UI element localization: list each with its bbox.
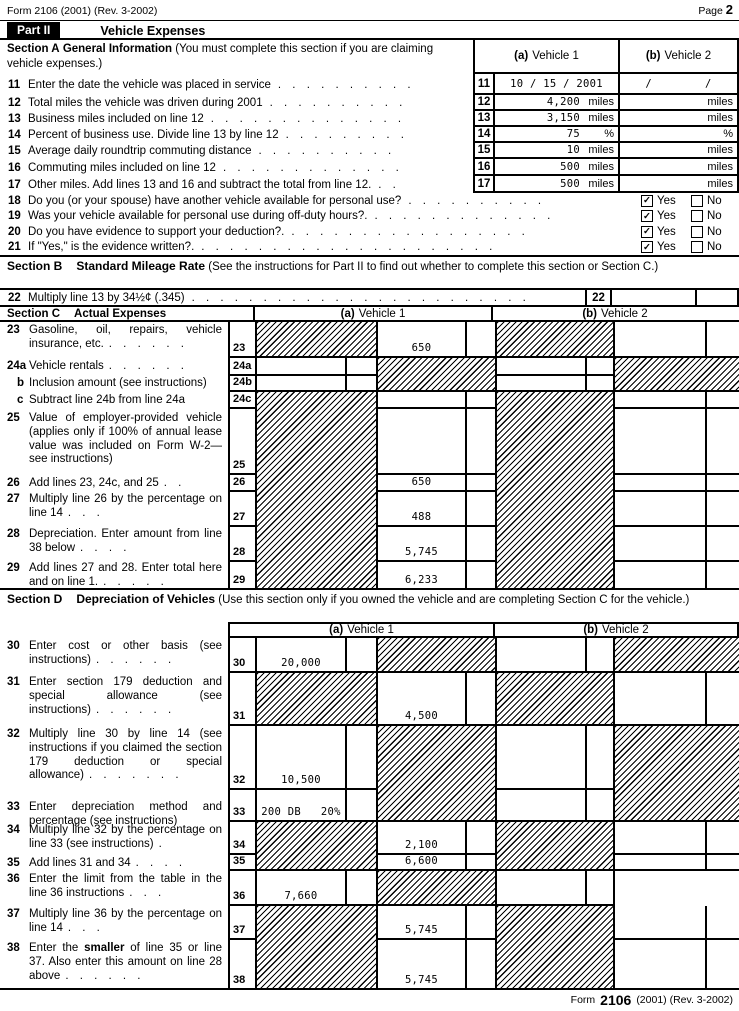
- section-b-heading: Section B Standard Mileage Rate (See the instructions for Part II to find out whether to complete this section or Section C.): [0, 255, 739, 288]
- line-34-vehicle2-amount[interactable]: [615, 822, 707, 855]
- section-c-heading: Section C Actual Expenses (a) Vehicle 1 (b) Vehicle 2: [0, 305, 739, 322]
- line-33-vehicle2-cents[interactable]: [587, 790, 615, 822]
- line-24c-vehicle2-cents[interactable]: [707, 392, 739, 409]
- line-12-number-box: 12: [473, 95, 495, 111]
- question-line-21: 21 If "Yes," is the evidence written?. . . . . . . . . . . . . . . . . . . . . . ✓ Yes No: [8, 241, 722, 254]
- line-25-number-box: 25: [230, 409, 257, 475]
- line-32-vehicle1-amount[interactable]: 10,500: [257, 726, 347, 790]
- line-14-vehicle1-value[interactable]: 75 %: [495, 127, 620, 143]
- line-24b-vehicle1-cents[interactable]: [347, 376, 378, 392]
- shaded-area: [257, 906, 378, 988]
- section-a-header: [0, 40, 739, 74]
- section-d-vehicle-2-header: (b) Vehicle 2: [495, 622, 739, 638]
- section-d-body: [0, 638, 739, 988]
- shaded-area: [497, 322, 615, 358]
- line-17-number-box: 17: [473, 176, 495, 193]
- line-33-number-box: 33: [230, 790, 257, 822]
- line-24c-label: c Subtract line 24b from line 24a: [17, 394, 185, 406]
- line-31-vehicle2-cents[interactable]: [707, 673, 739, 726]
- line-38-vehicle1-cents[interactable]: [467, 940, 497, 988]
- line-36-vehicle1-cents[interactable]: [347, 871, 378, 906]
- line-23-vehicle2-amount[interactable]: [615, 322, 707, 358]
- line-25-vehicle2-cents[interactable]: [707, 409, 739, 475]
- row-line-17: 17 Other miles. Add lines 13 and 16 and subtract the total from line 12. . . 17 500 miles miles: [0, 176, 739, 193]
- line-24b-number-box: 24b: [230, 376, 257, 392]
- shaded-area: [257, 673, 378, 726]
- line-36-vehicle2-amount[interactable]: [497, 871, 587, 906]
- line-20-yes-checkbox[interactable]: ✓: [641, 226, 653, 238]
- shaded-area: [615, 726, 739, 822]
- line-29-label: 29 Add lines 27 and 28. Enter total here and on line 1. . . . . .: [7, 562, 222, 588]
- line-37-label: 37 Multiply line 36 by the percentage on line 14 . . .: [7, 908, 222, 934]
- line-24a-vehicle1-amount[interactable]: [257, 358, 347, 376]
- line-27-vehicle1-amount[interactable]: 488: [378, 492, 467, 527]
- vehicle-2-column-header: (b) Vehicle 2: [620, 40, 739, 74]
- line-24b-label: b Inclusion amount (see instructions): [17, 377, 207, 389]
- line-15-number-box: 15: [473, 143, 495, 159]
- section-c-vehicle-1-header: (a) Vehicle 1: [253, 307, 493, 320]
- line-25-vehicle1-cents[interactable]: [467, 409, 497, 475]
- question-line-18: 18 Do you (or your spouse) have another vehicle available for personal use? . . . . . . . . . . ✓ Yes No: [8, 194, 722, 207]
- shaded-area: [378, 358, 497, 392]
- line-27-vehicle2-amount[interactable]: [615, 492, 707, 527]
- line-13-vehicle1-value[interactable]: 3,150 miles: [495, 111, 620, 127]
- section-d-column-headers: [0, 622, 739, 638]
- shaded-area: [497, 392, 615, 588]
- line-37-vehicle1-cents[interactable]: [467, 906, 497, 940]
- line-36-number-box: 36: [230, 871, 257, 906]
- line-35-number-box: 35: [230, 855, 257, 871]
- line-24c-vehicle1-amount[interactable]: [378, 392, 467, 409]
- shaded-area: [257, 822, 378, 871]
- line-17-vehicle1-value[interactable]: 500 miles: [495, 176, 620, 193]
- line-24a-vehicle2-amount[interactable]: [497, 358, 587, 376]
- line-24c-number-box: 24c: [230, 392, 257, 409]
- line-27-label: 27 Multiply line 26 by the percentage on line 14 . . .: [7, 493, 222, 519]
- line-32-vehicle1-cents[interactable]: [347, 726, 378, 790]
- line-17-vehicle2-value[interactable]: miles: [620, 176, 739, 193]
- line-29-vehicle1-cents[interactable]: [467, 562, 497, 588]
- line-35-vehicle1-cents[interactable]: [467, 855, 497, 871]
- line-35-vehicle2-cents[interactable]: [707, 855, 739, 871]
- section-c-vehicle-2-header: (b) Vehicle 2: [582, 307, 648, 320]
- line-12-vehicle2-value[interactable]: miles: [620, 95, 739, 111]
- line-28-number-box: 28: [230, 527, 257, 562]
- form-id: Form 2106 (2001) (Rev. 3-2002): [7, 5, 158, 17]
- line-33-vehicle1-cents[interactable]: [347, 790, 378, 822]
- line-26-vehicle1-amount[interactable]: 650: [378, 475, 467, 492]
- shaded-area: [378, 871, 497, 906]
- line-22-number-box: 22: [585, 290, 612, 305]
- line-35-label: 35 Add lines 31 and 34 . . . .: [7, 857, 187, 869]
- part-ii-label: Part II: [7, 22, 60, 39]
- line-30-number-box: 30: [230, 638, 257, 673]
- line-30-label: 30 Enter cost or other basis (see instructions) . . . . . .: [7, 640, 222, 666]
- line-29-vehicle2-cents[interactable]: [707, 562, 739, 588]
- line-28-label: 28 Depreciation. Enter amount from line 38 below . . . .: [7, 528, 222, 554]
- line-27-vehicle2-cents[interactable]: [707, 492, 739, 527]
- line-15-vehicle2-value[interactable]: miles: [620, 143, 739, 159]
- line-15-vehicle1-value[interactable]: 10 miles: [495, 143, 620, 159]
- section-c-body: [0, 322, 739, 588]
- line-35-vehicle1-amount[interactable]: 6,600: [378, 855, 467, 871]
- line-27-number-box: 27: [230, 492, 257, 527]
- line-38-label: 38 Enter the smaller of line 35 or line 37. Also enter this amount on line 28 above . . . . . .: [7, 942, 222, 982]
- line-37-vehicle2-cents[interactable]: [707, 906, 739, 940]
- line-38-number-box: 38: [230, 940, 257, 988]
- line-38-vehicle1-amount[interactable]: 5,745: [378, 940, 467, 988]
- line-36-label: 36 Enter the limit from the table in the line 36 instructions . . .: [7, 873, 222, 899]
- shaded-area: [497, 906, 615, 988]
- line-28-vehicle1-amount[interactable]: 5,745: [378, 527, 467, 562]
- line-33-label: 33 Enter depreciation method and percentage (see instructions): [7, 801, 222, 827]
- line-35-vehicle2-amount[interactable]: [615, 855, 707, 871]
- line-24c-vehicle2-amount[interactable]: [615, 392, 707, 409]
- line-31-number-box: 31: [230, 673, 257, 726]
- shaded-area: [257, 392, 378, 588]
- line-31-vehicle1-amount[interactable]: 4,500: [378, 673, 467, 726]
- line-22-value[interactable]: [612, 290, 697, 305]
- line-30-vehicle1-amount[interactable]: 20,000: [257, 638, 347, 673]
- line-22-cents[interactable]: [697, 290, 739, 305]
- line-34-vehicle1-cents[interactable]: [467, 822, 497, 855]
- shaded-area: [497, 822, 615, 871]
- line-32-number-box: 32: [230, 726, 257, 790]
- line-23-vehicle1-amount[interactable]: 650: [378, 322, 467, 358]
- line-38-vehicle2-amount[interactable]: [615, 940, 707, 988]
- line-24b-vehicle2-cents[interactable]: [587, 376, 615, 392]
- line-24a-label: 24a Vehicle rentals . . . . . .: [7, 360, 188, 372]
- line-30-vehicle2-cents[interactable]: [587, 638, 615, 673]
- line-29-number-box: 29: [230, 562, 257, 588]
- line-37-vehicle2-amount[interactable]: [615, 906, 707, 940]
- line-18-yes-checkbox[interactable]: ✓: [641, 195, 653, 207]
- row-line-13: 13 Business miles included on line 12 . . . . . . . . . . . . . . 13 3,150 miles miles: [0, 111, 739, 127]
- line-20-no-checkbox[interactable]: [691, 226, 703, 238]
- shaded-area: [378, 726, 497, 822]
- line-25-label: 25 Value of employer-provided vehicle (applies only if 100% of annual lease value was included on Form W-2—see instructions): [7, 412, 222, 466]
- line-31-vehicle1-cents[interactable]: [467, 673, 497, 726]
- shaded-area: [257, 322, 378, 358]
- part-ii-bar: [0, 21, 739, 38]
- line-19-no-checkbox[interactable]: [691, 210, 703, 222]
- line-21-yes-checkbox[interactable]: ✓: [641, 241, 653, 253]
- line-32-vehicle2-amount[interactable]: [497, 726, 587, 790]
- line-16-vehicle2-value[interactable]: miles: [620, 159, 739, 176]
- line-24a-number-box: 24a: [230, 358, 257, 376]
- section-c-grid: [228, 322, 739, 588]
- line-37-vehicle1-amount[interactable]: 5,745: [378, 906, 467, 940]
- line-29-vehicle2-amount[interactable]: [615, 562, 707, 588]
- page-footer: Form 2106 (2001) (Rev. 3-2002): [570, 992, 733, 1008]
- line-11-number-box: 11: [473, 74, 495, 95]
- section-d-grid: [228, 638, 739, 988]
- line-34-vehicle2-cents[interactable]: [707, 822, 739, 855]
- line-26-vehicle1-cents[interactable]: [467, 475, 497, 492]
- line-23-label: 23 Gasoline, oil, repairs, vehicle insurance, etc. . . . . . .: [7, 324, 222, 350]
- line-19-yes-checkbox[interactable]: ✓: [641, 210, 653, 222]
- row-line-15: 15 Average daily roundtrip commuting distance . . . . . . . . . . 15 10 miles miles: [0, 143, 739, 159]
- line-30-vehicle1-cents[interactable]: [347, 638, 378, 673]
- page-header: [0, 0, 739, 20]
- line-21-no-checkbox[interactable]: [691, 241, 703, 253]
- line-16-vehicle1-value[interactable]: 500 miles: [495, 159, 620, 176]
- part-ii-title: Vehicle Expenses: [100, 23, 206, 38]
- line-12-vehicle1-value[interactable]: 4,200 miles: [495, 95, 620, 111]
- shaded-area: [615, 358, 739, 392]
- line-24a-vehicle2-cents[interactable]: [587, 358, 615, 376]
- line-31-vehicle2-amount[interactable]: [615, 673, 707, 726]
- line-25-vehicle2-amount[interactable]: [615, 409, 707, 475]
- line-26-number-box: 26: [230, 475, 257, 492]
- line-24a-vehicle1-cents[interactable]: [347, 358, 378, 376]
- line-29-vehicle1-amount[interactable]: 6,233: [378, 562, 467, 588]
- line-33-vehicle1-amount[interactable]: 200 DB 20%: [257, 790, 347, 822]
- line-11-vehicle2-value[interactable]: / /: [620, 74, 739, 95]
- line-23-number-box: 23: [230, 322, 257, 358]
- line-34-vehicle1-amount[interactable]: 2,100: [378, 822, 467, 855]
- vehicle-1-column-header: (a) Vehicle 1: [473, 40, 620, 74]
- row-line-11: 11 Enter the date the vehicle was placed in service . . . . . . . . . . 11 10 / 15 / 2001 / /: [0, 74, 739, 95]
- line-31-label: 31 Enter section 179 deduction and special allowance (see instructions) . . . . . .: [7, 676, 222, 716]
- line-33-vehicle2-amount[interactable]: [497, 790, 587, 822]
- line-25-vehicle1-amount[interactable]: [378, 409, 467, 475]
- shaded-area: [497, 673, 615, 726]
- line-37-number-box: 37: [230, 906, 257, 940]
- line-24c-vehicle1-cents[interactable]: [467, 392, 497, 409]
- line-16-number-box: 16: [473, 159, 495, 176]
- line-36-vehicle2-cents[interactable]: [587, 871, 615, 906]
- line-38-vehicle2-cents[interactable]: [707, 940, 739, 988]
- line-18-no-checkbox[interactable]: [691, 195, 703, 207]
- section-a: [0, 38, 739, 255]
- line-23-vehicle2-cents[interactable]: [707, 322, 739, 358]
- line-26-vehicle2-cents[interactable]: [707, 475, 739, 492]
- row-line-22: 22 Multiply line 13 by 34½¢ (.345) . . . . . . . . . . . . . . . . . . . . . . . . 22: [0, 288, 739, 305]
- section-d-heading: Section D Depreciation of Vehicles (Use this section only if you owned the vehicle and are completing Section C for the vehicle.): [0, 588, 739, 622]
- line-36-vehicle1-amount[interactable]: 7,660: [257, 871, 347, 906]
- section-a-title: Section A General Information (You must complete this section if you are claiming vehicle expenses.): [7, 43, 434, 70]
- line-24b-vehicle2-amount[interactable]: [497, 376, 587, 392]
- question-line-20: 20 Do you have evidence to support your deduction?. . . . . . . . . . . . . . . . . . ✓ Yes No: [8, 225, 722, 238]
- section-d-vehicle-1-header: (a) Vehicle 1: [228, 622, 495, 638]
- line-27-vehicle1-cents[interactable]: [467, 492, 497, 527]
- row-line-14: 14 Percent of business use. Divide line 13 by line 12 . . . . . . . . . 14 75 % %: [0, 127, 739, 143]
- row-line-12: 12 Total miles the vehicle was driven during 2001 . . . . . . . . . . 12 4,200 miles miles: [0, 95, 739, 111]
- line-28-vehicle2-cents[interactable]: [707, 527, 739, 562]
- line-14-number-box: 14: [473, 127, 495, 143]
- line-28-vehicle2-amount[interactable]: [615, 527, 707, 562]
- line-32-vehicle2-cents[interactable]: [587, 726, 615, 790]
- line-24b-vehicle1-amount[interactable]: [257, 376, 347, 392]
- line-34-label: 34 Multiply line 32 by the percentage on line 33 (see instructions) .: [7, 824, 222, 850]
- row-line-16: 16 Commuting miles included on line 12 . . . . . . . . . . . . . 16 500 miles miles: [0, 159, 739, 176]
- line-28-vehicle1-cents[interactable]: [467, 527, 497, 562]
- line-23-vehicle1-cents[interactable]: [467, 322, 497, 358]
- line-32-label: 32 Multiply line 30 by line 14 (see instructions if you claimed the section 179 deduction or special allowance) . . . . . . .: [7, 728, 222, 782]
- shaded-area: [378, 638, 497, 673]
- question-line-19: 19 Was your vehicle available for personal use during off-duty hours?. . . . . . . . . . . . . . ✓ Yes No: [8, 210, 722, 223]
- shaded-area: [615, 638, 739, 673]
- line-14-vehicle2-value[interactable]: %: [620, 127, 739, 143]
- line-30-vehicle2-amount[interactable]: [497, 638, 587, 673]
- line-26-vehicle2-amount[interactable]: [615, 475, 707, 492]
- line-11-vehicle1-value[interactable]: 10 / 15 / 2001: [495, 74, 620, 95]
- page-label: Page 2: [698, 2, 733, 17]
- line-26-label: 26 Add lines 23, 24c, and 25 . .: [7, 477, 186, 489]
- line-13-vehicle2-value[interactable]: miles: [620, 111, 739, 127]
- line-34-number-box: 34: [230, 822, 257, 855]
- line-13-number-box: 13: [473, 111, 495, 127]
